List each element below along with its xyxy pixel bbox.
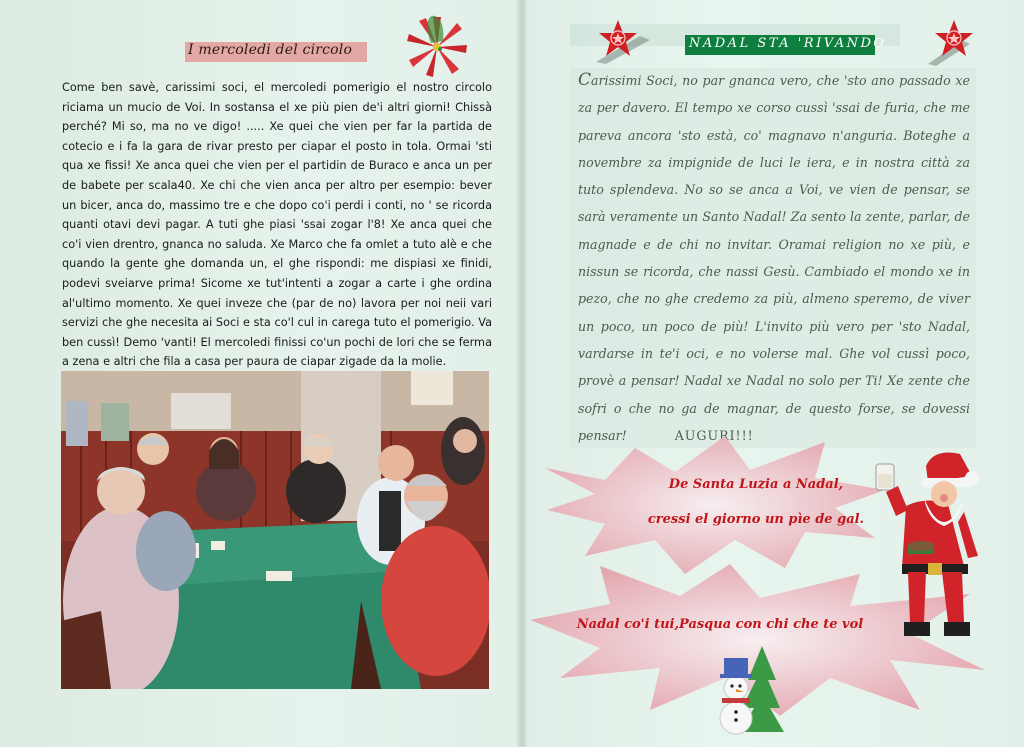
card-players-photo — [61, 371, 489, 689]
right-paragraph-text: arissimi Soci, no par gnanca vero, che 'sto ano passado xe za per davero. El tempo xe corso cussì 'ssai de furia, che me pareva ancora 'sto està, co' magnavo n'anguria. Boteghe a novembre za impignide de luci le iera, e in nostra città za tuto splendeva. No so se anca a Voi, ve vien de pensar, se sarà veramente un Santo Nadal! Za sento la zente, parlar, de magnade e de chi no invitar. Oramai religion no xe più, e nissun se ricorda, che nassi Gesù. Cambiado el mondo xe in pezo, che no ghe credemo za più, almeno speremo, de viver un poco, un poco de più! L'invito più vero per 'sto Nadal, vardarse in te'i oci, e no volerse mal. Ghe vol cussì poco, provè a pensar! Nadal xe Nadal no solo per Ti! Xe zente che sofri o che no ga de magnar, de questo forse, se dovessi pensar! — [578, 73, 970, 443]
auguri-text: AUGURI!!! — [674, 427, 754, 443]
poinsettia-icon — [402, 14, 472, 80]
left-page-title: I mercoledi del circolo — [188, 42, 353, 58]
proverb-line: cressi el giorno un pìe de gal. — [647, 512, 865, 527]
red-star-icon — [922, 18, 986, 66]
red-star-icon — [588, 18, 658, 66]
right-page-paragraph — [578, 67, 970, 449]
left-page-paragraph: Come ben savè, carissimi soci, el mercoledi pomerigio el nostro circolo riciama un mucio de Voi. In sostansa el xe più pien de'i altri giorni! Chissà perché? Mi so, ma no ve digo! ..... Xe quei che vien per far la partida de cotecio e i fa la gara de rivar presto per ciapar el posto in tola. Ormai 'sti qua xe fissi! Xe anca quei che vien per el partidin de Buraco e anca un per de babete per scala40. Xe chi che vien anca per altro per esempio: bever un bicer, anca do, massimo tre e che dopo co'i perdi i conti, no ' se ricorda quanti otavi devi pagar. A tuti ghe piasi 'ssai zogar l'8! Xe anca quei che co'i vien drentro, gnanca no saluda. Xe Marco che fa omlet a tuto alè e che quando la gente ghe domanda un, el ghe rispondi: me dispiasi xe finidi, podevi sveiarve prima! Sicome xe tut'intenti a zogar a carte i ghe ordina al'ultimo momento. Xe quei inveze che (par de no) lavora per noi neii vari servizi che ghe necesita ai Soci e sta co'l cul in carega tuto el pomerigio. Va ben cussì! Demo 'vanti! El mercoledi finissi co'un pochi de lori che se ferma a zena e altri che fila a casa per paura de ciapar zigade da la molie. — [62, 81, 492, 369]
proverb-line: De Santa Luzia a Nadal, — [668, 477, 844, 492]
proverb-line: Nadal co'i tui,Pasqua con chi che te vol — [576, 617, 864, 632]
santa-claus-icon — [868, 446, 984, 658]
right-page-title: NADAL STA 'RIVANDO — [689, 36, 887, 51]
drop-initial: C — [578, 70, 592, 90]
page-gutter — [516, 0, 528, 747]
snowman-icon — [708, 640, 788, 738]
starburst-shape — [535, 428, 895, 578]
